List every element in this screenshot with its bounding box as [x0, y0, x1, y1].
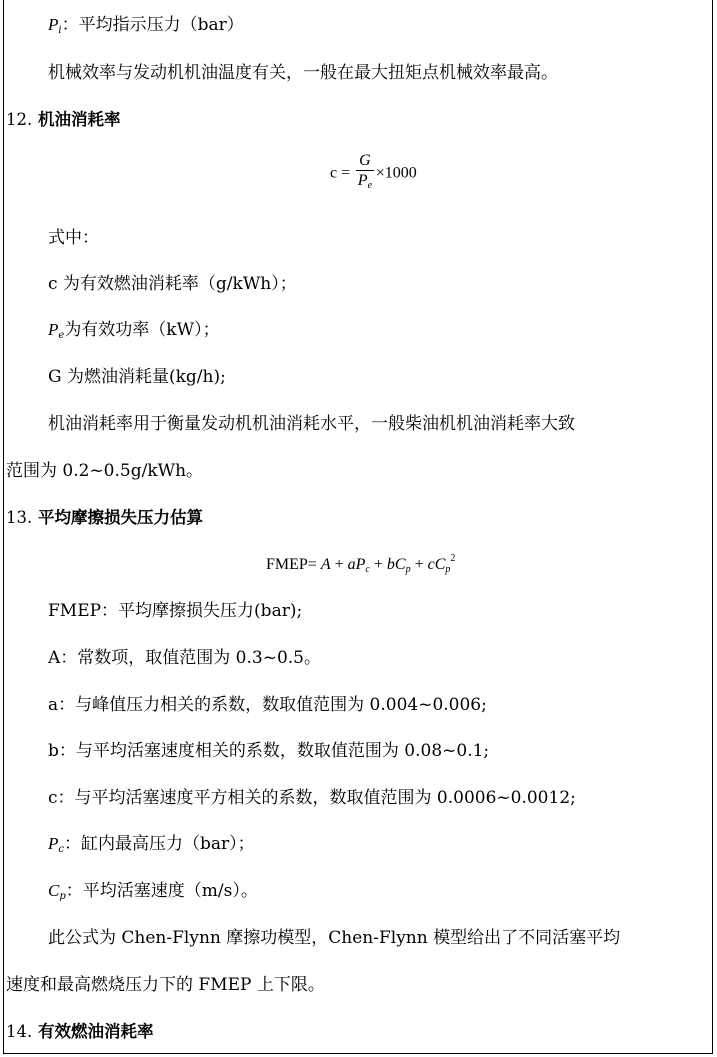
line-def-c-coef: c：与平均活塞速度平方相关的系数，数取值范围为 0.0006~0.0012;	[48, 788, 576, 808]
formula-fmep: FMEP= $A + aP_c + bC_p + cC_p^2$	[266, 553, 456, 575]
line-def-fmep: FMEP：平均摩擦损失压力(bar);	[48, 601, 303, 621]
line-oil-consumption-range: 范围为 0.2~0.5g/kWh。	[6, 461, 204, 481]
line-indicated-pressure: $P_i$：平均指示压力（bar）	[48, 15, 244, 36]
line-def-c: c 为有效燃油消耗率（g/kWh）；	[48, 274, 297, 294]
heading-14: 14. 有效燃油消耗率	[6, 1022, 154, 1041]
line-def-a-upper: A：常数项，取值范围为 0.3~0.5。	[48, 648, 321, 668]
line-chen-flynn: 此公式为 Chen-Flynn 摩擦功模型，Chen-Flynn 模型给出了不同活塞平均	[48, 928, 621, 948]
line-def-cp: $C_p$：平均活塞速度（m/s）。	[48, 881, 258, 902]
line-where: 式中：	[48, 228, 99, 248]
line-def-pc: $P_c$：缸内最高压力（bar）；	[48, 834, 255, 855]
line-def-b: b：与平均活塞速度相关的系数，数取值范围为 0.08~0.1;	[48, 741, 490, 761]
line-fmep-limits: 速度和最高燃烧压力下的 FMEP 上下限。	[6, 975, 325, 995]
line-mechanical-efficiency: 机械效率与发动机机油温度有关，一般在最大扭矩点机械效率最高。	[48, 63, 558, 83]
line-def-pe: $P_e$为有效功率（kW）；	[48, 320, 220, 341]
heading-12: 12. 机油消耗率	[6, 110, 121, 129]
heading-13: 13. 平均摩擦损失压力估算	[6, 508, 203, 527]
line-def-g: G 为燃油消耗量(kg/h);	[48, 367, 226, 387]
line-oil-consumption-desc: 机油消耗率用于衡量发动机机油消耗水平，一般柴油机机油消耗率大致	[48, 414, 575, 434]
formula-oil-consumption: c = $\frac{G}{P_e}$ ×1000	[330, 152, 417, 191]
line-def-a-lower: a：与峰值压力相关的系数，数取值范围为 0.004~0.006;	[48, 695, 487, 715]
